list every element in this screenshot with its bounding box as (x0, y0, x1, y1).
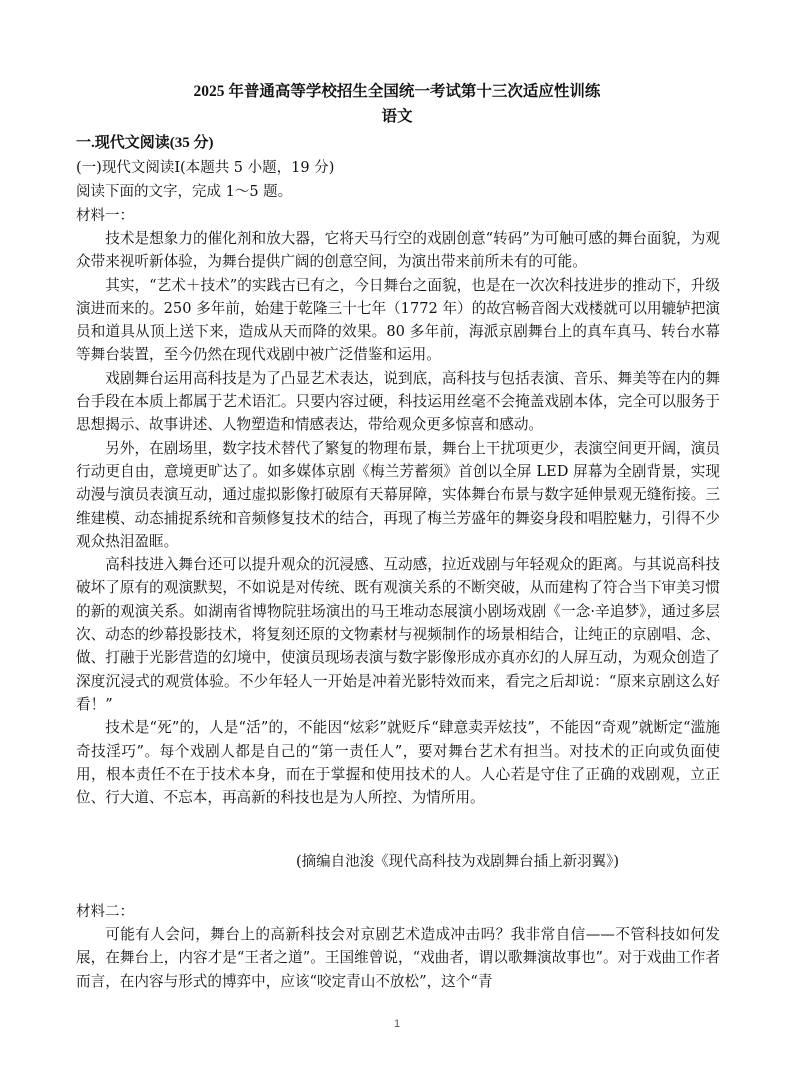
instruction: 阅读下面的文字，完成 1～5 题。 (76, 184, 293, 200)
material1-body (76, 227, 720, 809)
subject-title: 语文 (381, 108, 413, 125)
section-heading: 一.现代文阅读(35 分) (76, 135, 214, 151)
paragraph: 其实，“艺术＋技术”的实践古已有之，今日舞台之面貌，也是在一次次科技进步的推动下，升级演进而来的。250 多年前，始建于乾隆三十七年（1772 年）的故宫畅音阁大戏楼就可以用辘轳把演员和道具从顶上送下来，造成从天而降的效果。80 多年前，海派京剧舞台上的真车真马、转台水幕等舞台装置，至今仍然在现代戏剧中被广泛借鉴和运用。 (76, 276, 720, 364)
paragraph: 另外，在剧场里，数字技术替代了繁复的物理布景，舞台上干扰项更少，表演空间更开阔，演员行动更自由，意境更旷达了。如多媒体京剧《梅兰芳蓄须》首创以全屏 LED 屏幕为全剧背景，实现动漫与演员表演互动，通过虚拟影像打破原有天幕屏障，实体舞台布景与数字延伸景观无缝衔接。三维建模、动态捕捉系统和音频修复技术的结合，再现了梅兰芳盛年的舞姿身段和唱腔魅力，引得不少观众热泪盈眶。 (76, 439, 720, 550)
material1-source: (摘编自池浚《现代高科技为戏剧舞台插上新羽翼》) (296, 854, 620, 870)
material1-label: 材料一： (76, 208, 134, 224)
material2-label: 材料二： (76, 904, 134, 920)
paragraph: 可能有人会问，舞台上的高新科技会对京剧艺术造成冲击吗？我非常自信——不管科技如何发展，在舞台上，内容才是“王者之道”。王国维曾说，“戏曲者，谓以歌舞演故事也”。对于戏曲工作者而言，在内容与形式的博弈中，应该“咬定青山不放松”，这个“青 (76, 926, 720, 990)
paragraph: 高科技进入舞台还可以提升观众的沉浸感、互动感，拉近戏剧与年轻观众的距离。与其说高科技破坏了原有的观演默契，不如说是对传统、既有观演关系的不断突破，从而建构了符合当下审美习惯的新的观演关系。如湖南省博物院驻场演出的马王堆动态展演小剧场戏剧《一念·辛追梦》，通过多层次、动态的纱幕投影技术，将复刻还原的文物素材与视频制作的场景相结合，让纯正的京剧唱、念、做、打融于光影营造的幻境中，使演员现场表演与数字影像形成亦真亦幻的人屏互动，为观众创造了深度沉浸式的观赏体验。不少年轻人一开始是冲着光影特效而来，看完之后却说：“原来京剧这么好看！” (76, 556, 720, 713)
paragraph: 技术是想象力的催化剂和放大器，它将天马行空的戏剧创意“转码”为可触可感的舞台面貌，为观众带来视听新体验，为舞台提供广阔的创意空间，为演出带来前所未有的可能。 (76, 230, 720, 271)
sub-heading: (一)现代文阅读Ⅰ(本题共 5 小题，19 分) (76, 160, 335, 176)
paragraph: 技术是“死”的，人是“活”的，不能因“炫彩”就贬斥“肆意卖弄炫技”，不能因“奇观”就断定“滥施奇技淫巧”。每个戏剧人都是自己的“第一责任人”，要对舞台艺术有担当。对技术的正向或负面使用，根本责任不在于技术本身，而在于掌握和使用技术的人。人心若是守住了正确的戏剧观，立正位、行大道、不忘本，再高新的科技也是为人所控、为情所用。 (76, 719, 720, 807)
exam-title: 2025 年普通高等学校招生全国统一考试第十三次适应性训练 (193, 83, 601, 100)
paragraph: 戏剧舞台运用高科技是为了凸显艺术表达，说到底，高科技与包括表演、音乐、舞美等在内的舞台手段在本质上都属于艺术语汇。只要内容过硬，科技运用丝毫不会掩盖戏剧本体，完全可以服务于思想揭示、故事讲述、人物塑造和情感表达，带给观众更多惊喜和感动。 (76, 369, 720, 434)
material2-body (76, 923, 720, 993)
page-number: 1 (393, 1018, 401, 1030)
